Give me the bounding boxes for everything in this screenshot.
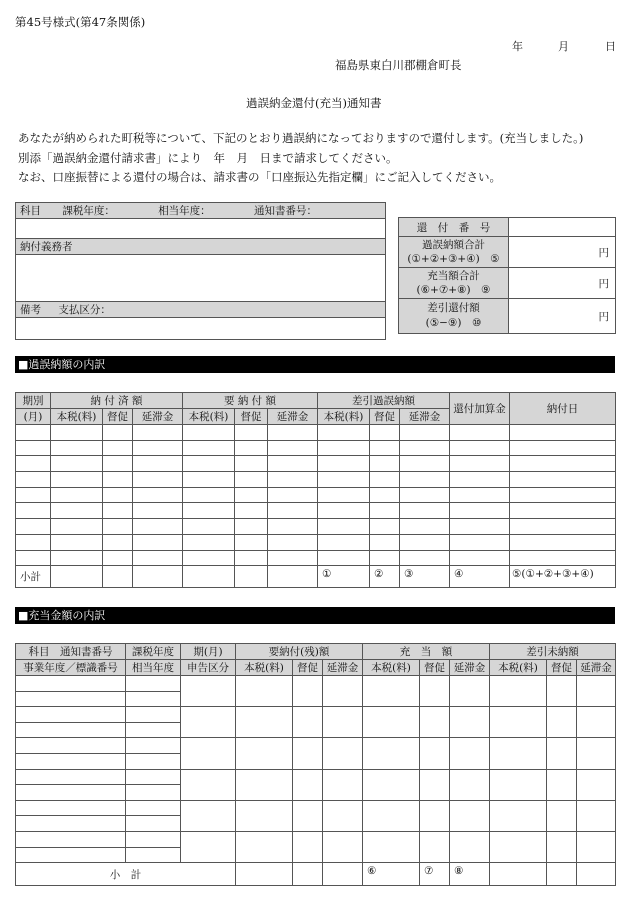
table-cell[interactable] [420,676,450,707]
table-cell[interactable] [547,831,577,862]
section-overpaid-title: ■過誤納額の内訳 [15,356,615,373]
table-cell[interactable] [181,831,236,862]
relevant-year-label: 相当年度： [158,205,211,217]
table-cell[interactable] [510,456,616,472]
net-formula-text: (⑤−⑨) ⑩ [425,317,482,329]
taxpayer-label: 納付義務者 [16,239,386,255]
refund-interest-header: 還付加算金 [450,393,510,425]
table-cell[interactable] [363,769,420,800]
subtotal-cell[interactable] [51,566,103,588]
table-cell[interactable] [268,472,318,488]
table-cell[interactable] [133,503,183,519]
date-year-label: 年 [512,40,523,53]
applied-total-label [399,268,509,299]
table-cell[interactable] [16,847,126,863]
table-cell[interactable] [126,722,181,738]
subtotal-circle-7[interactable]: ⑦ [420,863,450,886]
paid-reminder-header: 督促 [103,409,133,425]
table-cell[interactable] [51,519,103,535]
table-cell[interactable] [51,425,103,441]
net-refund-field[interactable]: 円 [509,299,616,334]
table-cell[interactable] [126,831,181,847]
table-cell[interactable] [547,738,577,769]
taxpayer-field[interactable] [16,255,386,302]
applied-total-text: 充当額合計 [427,270,480,282]
table-cell[interactable] [547,769,577,800]
table-cell[interactable] [450,676,490,707]
table-cell[interactable] [126,816,181,832]
net-unpaid-header: 差引未納額 [490,644,616,660]
table-cell[interactable] [510,534,616,550]
table-cell[interactable] [51,503,103,519]
table-cell[interactable] [293,800,323,831]
table-cell[interactable] [183,503,235,519]
table-cell[interactable] [400,519,450,535]
table-cell[interactable] [420,707,450,738]
table-cell[interactable] [323,676,363,707]
subtotal-cell[interactable] [235,566,268,588]
table-cell[interactable] [235,440,268,456]
subject-notice-header: 科目 通知書番号 [16,644,126,660]
table-cell[interactable] [323,800,363,831]
table-cell[interactable] [400,503,450,519]
info-values-field[interactable] [16,219,386,239]
table-cell[interactable] [420,831,450,862]
table-cell[interactable] [370,472,400,488]
paid-late-fee-header: 延滞金 [133,409,183,425]
table-cell[interactable] [268,503,318,519]
table-cell[interactable] [268,487,318,503]
table-cell[interactable] [268,456,318,472]
table-cell[interactable] [51,440,103,456]
table-cell[interactable] [510,550,616,566]
period-header: 期(月) [181,644,236,660]
info-box [15,202,386,340]
table-cell[interactable] [400,487,450,503]
table-cell[interactable] [103,472,133,488]
subtotal-circle-6[interactable]: ⑥ [363,863,420,886]
table-cell[interactable] [236,769,293,800]
tax-year-header: 課税年度 [126,644,181,660]
table-cell[interactable] [363,738,420,769]
table-cell[interactable] [235,519,268,535]
table-cell[interactable] [420,800,450,831]
applied-principal-header: 本税(料) [363,660,420,676]
subtotal-cell[interactable] [133,566,183,588]
table-cell[interactable] [400,440,450,456]
table-cell[interactable] [236,707,293,738]
table-cell[interactable] [236,800,293,831]
table-cell[interactable] [450,534,510,550]
table-cell[interactable] [16,738,126,754]
table-cell[interactable] [450,550,510,566]
table-cell[interactable] [363,800,420,831]
table-cell[interactable] [510,487,616,503]
table-cell[interactable] [510,425,616,441]
table-cell[interactable] [133,472,183,488]
table-cell[interactable] [16,753,126,769]
summary-box [398,217,616,334]
table-cell[interactable] [103,503,133,519]
overpaid-reminder-header: 督促 [370,409,400,425]
table-cell[interactable] [450,738,490,769]
date-day-label: 日 [605,40,616,53]
required-balance-header: 要納付(残)額 [236,644,363,660]
table-cell[interactable] [126,769,181,785]
table-cell[interactable] [400,456,450,472]
table-cell[interactable] [103,519,133,535]
table-cell[interactable] [450,707,490,738]
table-cell[interactable] [183,519,235,535]
subtotal-cell[interactable] [293,863,323,886]
table-cell[interactable] [363,831,420,862]
refund-number-label: 還 付 番 号 [399,218,509,237]
applied-late-fee-header: 延滞金 [450,660,490,676]
subtotal-cell[interactable] [236,863,293,886]
table-cell[interactable] [236,831,293,862]
table-cell[interactable] [126,676,181,692]
subtotal-circle-1[interactable]: ① [318,566,370,588]
table-cell[interactable] [133,519,183,535]
table-cell[interactable] [16,425,51,441]
overpaid-header: 差引過誤納額 [318,393,450,409]
business-year-header: 事業年度／標識番号 [16,660,126,676]
table-cell[interactable] [183,440,235,456]
net-refund-text: 差引還付額 [427,302,480,314]
table-cell[interactable] [450,503,510,519]
table-cell[interactable] [510,503,616,519]
table-cell[interactable] [268,550,318,566]
unpaid-reminder-header: 督促 [547,660,577,676]
table-cell[interactable] [126,707,181,723]
table-cell[interactable] [318,519,370,535]
table-cell[interactable] [183,425,235,441]
date-month-label: 月 [558,40,569,53]
table-cell[interactable] [16,785,126,801]
table-cell[interactable] [133,550,183,566]
table-cell[interactable] [16,800,126,816]
overpaid-total-text: 過誤納額合計 [422,239,485,251]
subtotal-circle-3[interactable]: ③ [400,566,450,588]
applied-formula-text: (⑥+⑦+⑧) ⑨ [416,284,491,296]
overpaid-principal-header: 本税(料) [318,409,370,425]
table-cell[interactable] [183,456,235,472]
table-cell[interactable] [103,440,133,456]
table-cell[interactable] [126,847,181,863]
table-cell[interactable] [133,487,183,503]
subtotal-cell[interactable] [490,863,547,886]
table-cell[interactable] [370,550,400,566]
payment-class-label: 支払区分： [58,304,111,316]
table-cell[interactable] [318,425,370,441]
required-principal-header: 本税(料) [236,660,293,676]
table-cell[interactable] [400,550,450,566]
table-cell[interactable] [490,831,547,862]
table-cell[interactable] [577,831,616,862]
subtotal-circle-5[interactable]: ⑤(①+②+③+④) [510,566,616,588]
table-cell[interactable] [577,800,616,831]
table-cell[interactable] [16,707,126,723]
table-cell[interactable] [400,425,450,441]
table-cell[interactable] [420,738,450,769]
table-cell[interactable] [400,472,450,488]
table-cell[interactable] [16,769,126,785]
table-cell[interactable] [235,456,268,472]
overpaid-late-fee-header: 延滞金 [400,409,450,425]
subtotal-circle-4[interactable]: ④ [450,566,510,588]
applied-reminder-header: 督促 [420,660,450,676]
table-cell[interactable] [363,707,420,738]
table-cell[interactable] [16,691,126,707]
declaration-header: 申告区分 [181,660,236,676]
table-cell[interactable] [235,534,268,550]
table-cell[interactable] [370,534,400,550]
overpaid-total-field[interactable]: 円 [509,237,616,268]
table-cell[interactable] [293,769,323,800]
table-cell[interactable] [183,534,235,550]
info-header-row [16,203,386,219]
table-cell[interactable] [370,425,400,441]
table-cell[interactable] [183,487,235,503]
subtotal-cell[interactable] [577,863,616,886]
table-cell[interactable] [370,503,400,519]
table-cell[interactable] [126,753,181,769]
table-cell[interactable] [490,676,547,707]
table-cell[interactable] [400,534,450,550]
table-cell[interactable] [236,676,293,707]
table-cell[interactable] [16,676,126,692]
table-cell[interactable] [133,534,183,550]
table-cell[interactable] [133,425,183,441]
subtotal-cell[interactable] [547,863,577,886]
table-cell[interactable] [181,676,236,707]
required-reminder-header: 督促 [235,409,268,425]
table-cell[interactable] [450,440,510,456]
table-cell[interactable] [547,707,577,738]
table-cell[interactable] [323,769,363,800]
table-cell[interactable] [103,487,133,503]
notice-number-label: 通知書番号： [254,205,318,217]
remarks-row [16,302,386,318]
table-cell[interactable] [51,487,103,503]
table-cell[interactable] [490,800,547,831]
table-cell[interactable] [490,707,547,738]
table-cell[interactable] [450,519,510,535]
body-line-2: 別添「過誤納金還付請求書」により 年 月 日まで請求してください。 [18,151,398,165]
table-cell[interactable] [126,738,181,754]
table-cell[interactable] [323,707,363,738]
table-cell[interactable] [490,769,547,800]
table-cell[interactable] [126,785,181,801]
table-cell[interactable] [236,738,293,769]
table-cell[interactable] [16,831,126,847]
table-cell[interactable] [318,440,370,456]
table-cell[interactable] [181,707,236,738]
subtotal-cell[interactable] [268,566,318,588]
table-cell[interactable] [268,440,318,456]
subtotal-circle-8[interactable]: ⑧ [450,863,490,886]
table-cell[interactable] [547,676,577,707]
tax-year-label: 課税年度： [62,205,115,217]
table-cell[interactable] [181,800,236,831]
table-cell[interactable] [370,456,400,472]
subtotal-label: 小 計 [16,863,236,886]
required-reminder-header: 督促 [293,660,323,676]
table-cell[interactable] [420,769,450,800]
subject-label: 科目 [20,205,41,217]
applied-breakdown-table [15,643,616,886]
table-cell[interactable] [577,707,616,738]
subtotal-circle-2[interactable]: ② [370,566,400,588]
applied-header: 充 当 額 [363,644,490,660]
table-cell[interactable] [103,425,133,441]
required-header: 要 納 付 額 [183,393,318,409]
table-cell[interactable] [370,487,400,503]
table-cell[interactable] [16,440,51,456]
table-cell[interactable] [318,456,370,472]
table-cell[interactable] [181,738,236,769]
table-cell[interactable] [181,769,236,800]
table-cell[interactable] [235,472,268,488]
table-cell[interactable] [16,816,126,832]
paid-header: 納 付 済 額 [51,393,183,409]
net-refund-label [399,299,509,334]
overpaid-breakdown-table [15,392,616,588]
table-cell[interactable] [235,425,268,441]
table-cell[interactable] [133,456,183,472]
table-cell[interactable] [323,738,363,769]
form-number: 第45号様式(第47条関係) [15,15,146,29]
body-line-1: あなたが納められた町税等について、下記のとおり過誤納になっておりますので還付します。(充当しました。) [18,131,584,145]
table-cell[interactable] [16,722,126,738]
table-cell[interactable] [318,472,370,488]
overpaid-formula-text: (①+②+③+④) ⑤ [407,253,500,265]
applied-total-field[interactable]: 円 [509,268,616,299]
table-cell[interactable] [16,472,51,488]
table-cell[interactable] [268,534,318,550]
table-cell[interactable] [293,831,323,862]
table-cell[interactable] [510,472,616,488]
table-cell[interactable] [510,440,616,456]
subtotal-cell[interactable] [183,566,235,588]
table-cell[interactable] [126,800,181,816]
table-cell[interactable] [450,769,490,800]
table-cell[interactable] [103,534,133,550]
table-cell[interactable] [16,550,51,566]
table-cell[interactable] [16,519,51,535]
required-late-fee-header: 延滞金 [268,409,318,425]
table-cell[interactable] [51,472,103,488]
table-cell[interactable] [577,738,616,769]
table-cell[interactable] [293,707,323,738]
table-cell[interactable] [16,456,51,472]
table-cell[interactable] [450,800,490,831]
table-cell[interactable] [126,691,181,707]
table-cell[interactable] [318,534,370,550]
required-principal-header: 本税(料) [183,409,235,425]
table-cell[interactable] [183,550,235,566]
table-cell[interactable] [293,676,323,707]
table-cell[interactable] [103,456,133,472]
refund-number-field[interactable] [509,218,616,237]
table-cell[interactable] [51,550,103,566]
required-late-fee-header: 延滞金 [323,660,363,676]
table-cell[interactable] [363,676,420,707]
table-cell[interactable] [16,487,51,503]
table-cell[interactable] [293,738,323,769]
table-cell[interactable] [450,425,510,441]
unpaid-late-fee-header: 延滞金 [577,660,616,676]
unpaid-principal-header: 本税(料) [490,660,547,676]
table-cell[interactable] [450,487,510,503]
remarks-label: 備考 [20,304,41,316]
table-cell[interactable] [323,831,363,862]
table-cell[interactable] [16,534,51,550]
subtotal-cell[interactable] [323,863,363,886]
relevant-year-header: 相当年度 [126,660,181,676]
table-cell[interactable] [268,425,318,441]
table-cell[interactable] [370,440,400,456]
overpaid-total-label [399,237,509,268]
table-cell[interactable] [450,831,490,862]
remarks-field[interactable] [16,318,386,340]
table-cell[interactable] [450,456,510,472]
table-cell[interactable] [235,550,268,566]
table-cell[interactable] [490,738,547,769]
issuer-name: 福島県東白川郡棚倉町長 [335,58,462,72]
table-cell[interactable] [235,503,268,519]
table-cell[interactable] [510,519,616,535]
table-cell[interactable] [370,519,400,535]
table-cell[interactable] [51,534,103,550]
table-cell[interactable] [318,503,370,519]
table-cell[interactable] [577,676,616,707]
document-title: 過誤納金還付(充当)通知書 [246,96,382,110]
period-header: 期別 [16,393,51,409]
table-cell[interactable] [577,769,616,800]
table-cell[interactable] [450,472,510,488]
table-cell[interactable] [103,550,133,566]
table-cell[interactable] [268,519,318,535]
payment-date-header: 納付日 [510,393,616,425]
table-cell[interactable] [547,800,577,831]
table-cell[interactable] [183,472,235,488]
subtotal-cell[interactable] [103,566,133,588]
month-header: (月) [16,409,51,425]
subtotal-label: 小計 [16,566,51,588]
table-cell[interactable] [318,487,370,503]
table-cell[interactable] [16,503,51,519]
table-cell[interactable] [51,456,103,472]
section-applied-title: ■充当金額の内訳 [15,607,615,624]
body-line-3: なお、口座振替による還付の場合は、請求書の「口座振込先指定欄」にご記入してください。 [18,170,501,184]
table-cell[interactable] [235,487,268,503]
table-cell[interactable] [133,440,183,456]
paid-principal-header: 本税(料) [51,409,103,425]
table-cell[interactable] [318,550,370,566]
